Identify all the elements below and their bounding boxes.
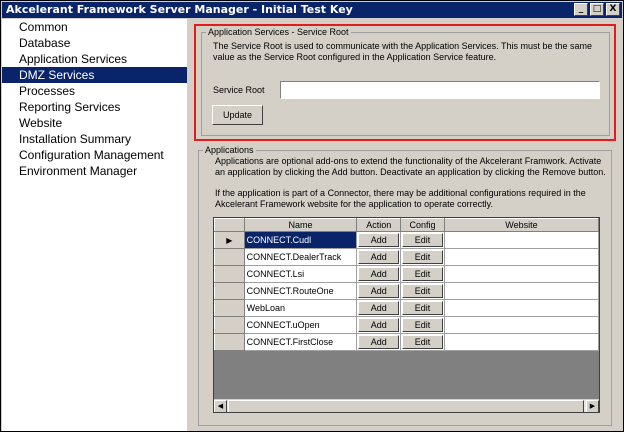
service-root-label: Service Root	[213, 85, 265, 95]
scroll-right-arrow-icon[interactable]: ▶	[586, 400, 599, 413]
applications-connector-note: If the application is part of a Connector, there may be additional configurations required in the Akcelerant Framework website for the application to operate correctly.	[215, 188, 586, 209]
edit-button[interactable]: Edit	[402, 233, 443, 247]
title-bar[interactable]	[2, 2, 622, 18]
table-header-row	[215, 219, 599, 232]
service-root-input[interactable]	[280, 81, 600, 99]
app-name-cell[interactable]: CONNECT.Lsi	[244, 266, 357, 283]
horizontal-scrollbar[interactable]	[214, 399, 599, 412]
maximize-button[interactable]: □	[590, 3, 604, 16]
row-header[interactable]	[215, 266, 245, 283]
service-root-description: The Service Root is used to communicate with the Application Services. This must be the same value as the Service Root configured in the Application Service feature.	[213, 41, 593, 62]
edit-button[interactable]: Edit	[402, 301, 443, 315]
sidebar-item-environment-manager[interactable]: Environment Manager	[19, 164, 138, 178]
sidebar-item-application-services[interactable]: Application Services	[19, 52, 128, 66]
sidebar-item-installation-summary[interactable]: Installation Summary	[19, 132, 132, 146]
window-title: Akcelerant Framework Server Manager - Initial Test Key	[6, 3, 353, 16]
sidebar-item-processes[interactable]: Processes	[19, 84, 76, 98]
row-header[interactable]	[215, 249, 245, 266]
table-row[interactable]	[215, 249, 599, 266]
update-button[interactable]: Update	[212, 105, 263, 125]
minimize-button[interactable]: _	[574, 3, 588, 16]
app-name-cell[interactable]: CONNECT.uOpen	[244, 317, 357, 334]
table-row[interactable]	[215, 266, 599, 283]
add-button[interactable]: Add	[358, 267, 399, 281]
website-cell[interactable]	[444, 249, 598, 266]
add-button[interactable]: Add	[358, 335, 399, 349]
app-name-cell[interactable]: CONNECT.FirstClose	[244, 334, 357, 351]
row-header[interactable]	[215, 317, 245, 334]
website-cell[interactable]	[444, 266, 598, 283]
column-header-config[interactable]: Config	[401, 219, 445, 232]
website-cell[interactable]	[444, 283, 598, 300]
app-name-cell[interactable]: CONNECT.Cudl	[244, 232, 357, 249]
website-cell[interactable]	[444, 317, 598, 334]
table-row[interactable]	[215, 334, 599, 351]
column-header-action[interactable]: Action	[357, 219, 401, 232]
sidebar-item-website[interactable]: Website	[19, 116, 63, 130]
current-row-indicator-icon[interactable]: ▶	[215, 232, 245, 249]
add-button[interactable]: Add	[358, 250, 399, 264]
applications-grid	[213, 217, 600, 413]
add-button[interactable]: Add	[358, 301, 399, 315]
column-header-name[interactable]: Name	[244, 219, 357, 232]
row-header-corner	[215, 219, 245, 232]
add-button[interactable]: Add	[358, 284, 399, 298]
scroll-left-arrow-icon[interactable]: ◀	[214, 400, 227, 413]
sidebar-item-database[interactable]: Database	[19, 36, 71, 50]
table-row[interactable]	[215, 317, 599, 334]
add-button[interactable]: Add	[358, 233, 399, 247]
close-button[interactable]: X	[606, 3, 620, 16]
website-cell[interactable]	[444, 232, 598, 249]
applications-group-title: Applications	[205, 145, 254, 155]
edit-button[interactable]: Edit	[402, 335, 443, 349]
scroll-thumb[interactable]	[228, 400, 584, 413]
sidebar-item-reporting-services[interactable]: Reporting Services	[19, 100, 121, 114]
window-controls	[574, 3, 620, 16]
app-name-cell[interactable]: WebLoan	[244, 300, 357, 317]
column-header-website[interactable]: Website	[444, 219, 598, 232]
applications-description: Applications are optional add-ons to extend the functionality of the Akcelerant Framwork. Activate an application by clicking the Add button. Deactivate an application by clicking the Remove button.	[215, 156, 606, 177]
add-button[interactable]: Add	[358, 318, 399, 332]
main-panel	[187, 19, 623, 431]
row-header[interactable]	[215, 283, 245, 300]
website-cell[interactable]	[444, 300, 598, 317]
row-header[interactable]	[215, 334, 245, 351]
edit-button[interactable]: Edit	[402, 318, 443, 332]
edit-button[interactable]: Edit	[402, 284, 443, 298]
website-cell[interactable]	[444, 334, 598, 351]
edit-button[interactable]: Edit	[402, 267, 443, 281]
app-name-cell[interactable]: CONNECT.RouteOne	[244, 283, 357, 300]
row-header[interactable]	[215, 300, 245, 317]
sidebar-item-common[interactable]: Common	[19, 20, 68, 34]
app-name-cell[interactable]: CONNECT.DealerTrack	[244, 249, 357, 266]
table-row[interactable]	[215, 283, 599, 300]
applications-table	[214, 218, 599, 351]
service-root-group-title: Application Services - Service Root	[208, 27, 349, 37]
table-row[interactable]	[215, 232, 599, 249]
sidebar-item-dmz-services[interactable]: DMZ Services	[2, 67, 187, 83]
table-row[interactable]	[215, 300, 599, 317]
edit-button[interactable]: Edit	[402, 250, 443, 264]
sidebar-item-configuration-management[interactable]: Configuration Management	[19, 148, 164, 162]
sidebar-nav	[2, 19, 187, 431]
